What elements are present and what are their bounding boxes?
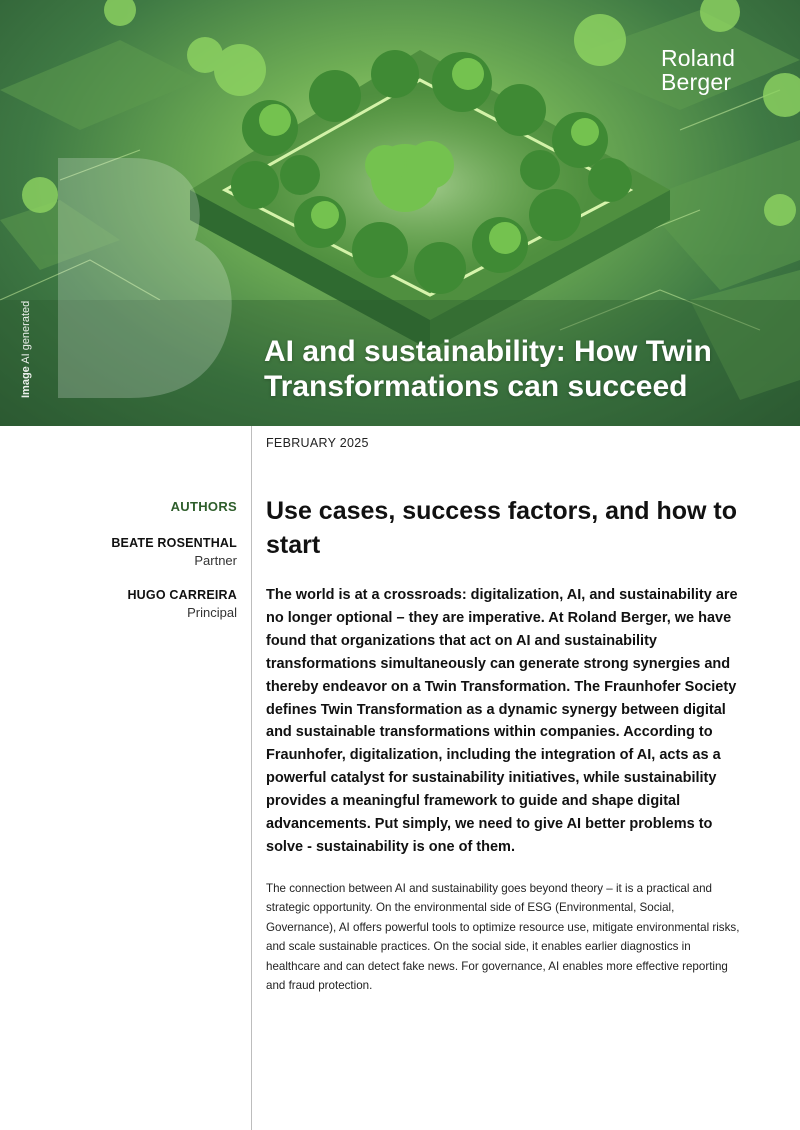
image-label-bold: Image [20,366,32,398]
brand-line-2: Berger [661,69,732,95]
image-label-rest: AI generated [20,300,32,367]
brand-line-1: Roland [661,45,736,71]
page-title: AI and sustainability: How Twin Transformations can succeed [264,335,712,403]
author-name: HUGO CARREIRA [127,588,237,602]
column-divider [251,426,252,1130]
image-ai-generated-label [20,301,32,398]
author-entry [17,586,237,622]
lead-paragraph: The world is at a crossroads: digitalization, AI, and sustainability are no longer optional – they are imperative. At Roland Berger, we have found that organizations that act on AI and sustainability transformations simultaneously can generate strong synergies and thereby endeavor on a Twin Transformation. The Fraunhofer Society defines Twin Transformation as a dynamic synergy between digital and sustainable transformations within companies. According to Fraunhofer, digitalization, including the integration of AI, acts as a powerful catalyst for sustainability initiatives, while sustainability provides a meaningful framework to guide and shape digital advancements. Put simply, we need to give AI better problems to solve - sustainability is one of them. [266,587,738,855]
author-entry [17,534,237,570]
author-role: Partner [194,553,237,568]
roland-berger-logo [661,46,735,94]
section-subtitle: Use cases, success factors, and how to start [266,497,738,559]
hero-image [0,0,800,426]
author-role: Principal [187,605,237,620]
body-paragraph: The connection between AI and sustainability goes beyond theory – it is a practical and strategic opportunity. On the environmental side of ESG (Environmental, Social, Governance), AI offers powerful tools to optimize resource use, mitigate environmental risks, and scale sustainable practices. On the social side, it enables earlier diagnostics in healthcare and can detect fake news. For governance, AI enables more effective reporting and fraud protection. [266,882,740,993]
authors-heading: AUTHORS [170,499,237,514]
publication-date: FEBRUARY 2025 [266,436,369,450]
author-name: BEATE ROSENTHAL [111,536,237,550]
